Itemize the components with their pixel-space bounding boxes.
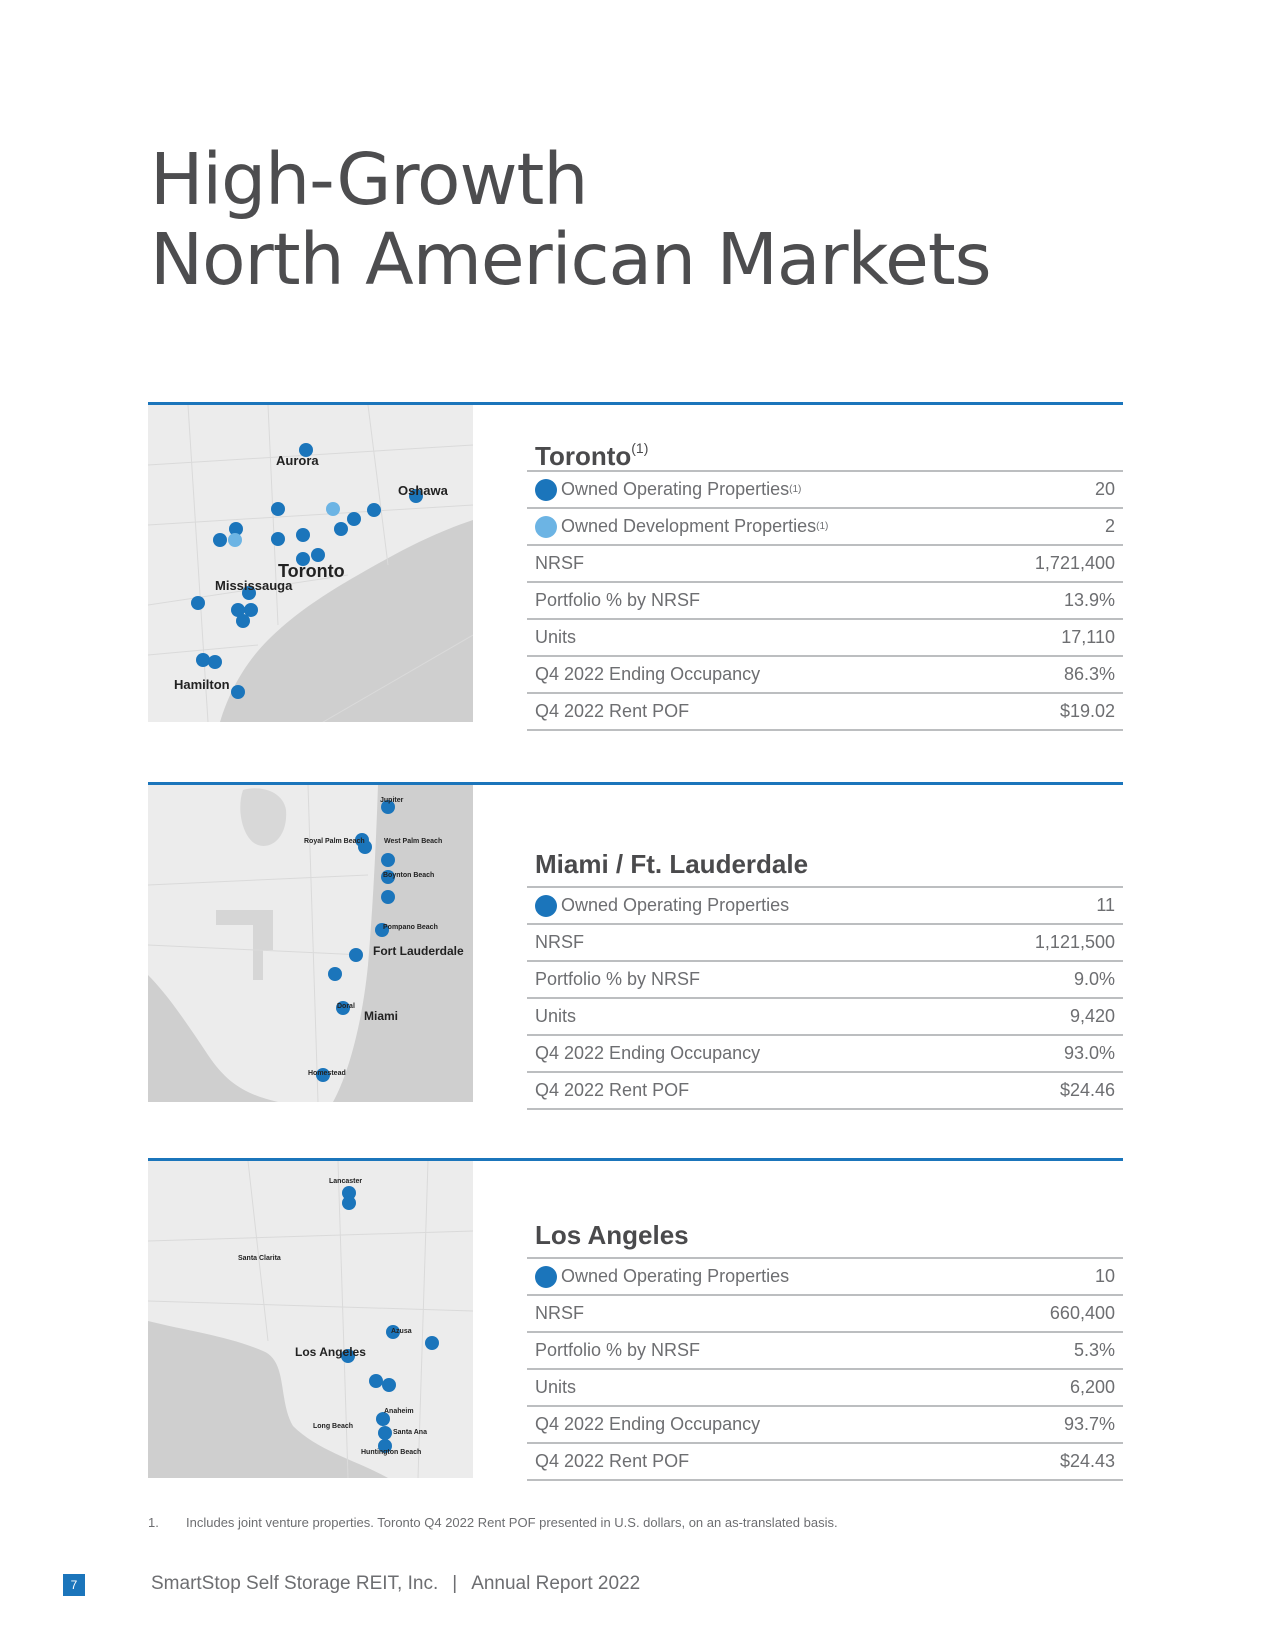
stat-value: 93.0% xyxy=(1063,1043,1115,1063)
property-marker xyxy=(191,596,205,610)
footnote-ref: (1) xyxy=(816,521,829,532)
page-title-line-1: High-Growth xyxy=(150,138,588,221)
development-dot-icon xyxy=(535,516,557,538)
property-marker xyxy=(349,948,363,962)
stat-label: Units xyxy=(535,627,577,647)
property-marker xyxy=(328,967,342,981)
map-label: Miami xyxy=(364,1009,399,1023)
page-title xyxy=(150,140,991,300)
market-name-text: Toronto xyxy=(535,441,632,471)
map-label: Boynton Beach xyxy=(383,872,435,879)
map-label: Los Angeles xyxy=(295,1345,366,1359)
stat-value: 11 xyxy=(1096,895,1115,915)
map-label: Hamilton xyxy=(174,677,230,692)
company-name: SmartStop Self Storage REIT, Inc. xyxy=(151,1573,439,1594)
property-marker xyxy=(347,512,361,526)
market-name xyxy=(527,426,1123,472)
stat-label: Q4 2022 Ending Occupancy xyxy=(535,664,761,684)
stat-value: 93.7% xyxy=(1063,1414,1115,1434)
stat-value: 9,420 xyxy=(1069,1006,1115,1026)
map-label: Santa Ana xyxy=(393,1429,427,1436)
property-marker xyxy=(208,655,222,669)
stat-value: 5.3% xyxy=(1073,1340,1115,1360)
map-label: Santa Clarita xyxy=(238,1255,281,1262)
map-label: Fort Lauderdale xyxy=(373,944,464,958)
map-label: Royal Palm Beach xyxy=(304,838,365,845)
footer-separator: | xyxy=(452,1573,458,1594)
stat-label: Q4 2022 Rent POF xyxy=(535,1080,690,1100)
stat-row xyxy=(527,620,1123,657)
stat-value: $19.02 xyxy=(1059,701,1115,721)
development-marker xyxy=(326,502,340,516)
stat-row-operating xyxy=(527,888,1123,925)
property-marker xyxy=(342,1196,356,1210)
stat-row xyxy=(527,1296,1123,1333)
map-label: Jupiter xyxy=(380,797,404,804)
stat-row xyxy=(527,999,1123,1036)
map-label: West Palm Beach xyxy=(384,838,443,845)
property-marker xyxy=(231,685,245,699)
market-name: Miami / Ft. Lauderdale xyxy=(527,842,1123,888)
stat-label: NRSF xyxy=(535,932,584,952)
stat-label: NRSF xyxy=(535,553,584,573)
page-footer xyxy=(0,1565,1275,1605)
map-label: Anaheim xyxy=(384,1408,414,1415)
property-marker xyxy=(381,890,395,904)
stat-label: Q4 2022 Rent POF xyxy=(535,1451,690,1471)
footnote-ref: (1) xyxy=(789,484,802,495)
stat-value: 10 xyxy=(1094,1266,1115,1286)
map-label: Toronto xyxy=(278,561,345,581)
stat-row xyxy=(527,1333,1123,1370)
footnote xyxy=(148,1515,838,1530)
stat-label: Portfolio % by NRSF xyxy=(535,1340,701,1360)
property-marker xyxy=(196,653,210,667)
stat-label: NRSF xyxy=(535,1303,584,1323)
map-label: Aurora xyxy=(276,453,319,468)
stat-label: Units xyxy=(535,1377,577,1397)
stat-value: 6,200 xyxy=(1069,1377,1115,1397)
stat-row xyxy=(527,1444,1123,1481)
property-marker xyxy=(236,614,250,628)
development-marker xyxy=(228,533,242,547)
stat-value: 86.3% xyxy=(1063,664,1115,684)
map-label: Homestead xyxy=(308,1070,346,1077)
stat-row xyxy=(527,1073,1123,1110)
stat-row xyxy=(527,1370,1123,1407)
report-name: Annual Report 2022 xyxy=(471,1573,641,1594)
toronto-stats-table xyxy=(527,426,1123,731)
property-marker xyxy=(367,503,381,517)
operating-dot-icon xyxy=(535,1266,557,1288)
stat-row xyxy=(527,925,1123,962)
stat-value: $24.43 xyxy=(1059,1451,1115,1471)
property-marker xyxy=(369,1374,383,1388)
operating-dot-icon xyxy=(535,895,557,917)
property-marker xyxy=(271,502,285,516)
stat-label: Portfolio % by NRSF xyxy=(535,969,701,989)
stat-value: 1,121,500 xyxy=(1034,932,1115,952)
property-marker xyxy=(381,853,395,867)
stat-label: Owned Development Properties xyxy=(561,516,817,536)
stat-row xyxy=(527,583,1123,620)
property-marker xyxy=(334,522,348,536)
map-label: Oshawa xyxy=(398,483,448,498)
property-marker xyxy=(382,1378,396,1392)
map-label: Doral xyxy=(337,1003,355,1010)
stat-label: Q4 2022 Ending Occupancy xyxy=(535,1043,761,1063)
stat-row-operating xyxy=(527,1259,1123,1296)
map-label: Pompano Beach xyxy=(383,924,438,931)
stat-value: 660,400 xyxy=(1049,1303,1115,1323)
los-angeles-stats-table xyxy=(527,1213,1123,1481)
stat-value: 9.0% xyxy=(1073,969,1115,989)
footer-text xyxy=(151,1573,640,1595)
stat-row xyxy=(527,962,1123,999)
map-label: Azusa xyxy=(391,1328,412,1335)
property-marker xyxy=(296,528,310,542)
stat-label: Q4 2022 Rent POF xyxy=(535,701,690,721)
miami-map xyxy=(148,785,473,1102)
stat-label: Owned Operating Properties xyxy=(561,479,790,499)
footnote-number: 1. xyxy=(148,1515,159,1530)
property-marker xyxy=(271,532,285,546)
operating-dot-icon xyxy=(535,479,557,501)
stat-row xyxy=(527,546,1123,583)
stat-row xyxy=(527,694,1123,731)
property-marker xyxy=(378,1426,392,1440)
stat-row-development xyxy=(527,509,1123,546)
los-angeles-map xyxy=(148,1161,473,1478)
property-marker xyxy=(311,548,325,562)
stat-label: Owned Operating Properties xyxy=(561,895,790,915)
stat-row-operating xyxy=(527,472,1123,509)
stat-value: 1,721,400 xyxy=(1034,553,1115,573)
stat-row xyxy=(527,1407,1123,1444)
stat-value: 2 xyxy=(1104,516,1115,536)
stat-label: Owned Operating Properties xyxy=(561,1266,790,1286)
toronto-map xyxy=(148,405,473,722)
page-number: 7 xyxy=(63,1574,85,1596)
page-title-line-2: North American Markets xyxy=(150,218,991,301)
map-label: Lancaster xyxy=(329,1178,363,1185)
stat-row xyxy=(527,657,1123,694)
market-name: Los Angeles xyxy=(527,1213,1123,1259)
footnote-ref: (1) xyxy=(631,440,649,456)
stat-value: 13.9% xyxy=(1063,590,1115,610)
property-marker xyxy=(425,1336,439,1350)
map-label: Long Beach xyxy=(313,1423,354,1430)
stat-row xyxy=(527,1036,1123,1073)
map-label: Huntington Beach xyxy=(361,1449,422,1456)
map-label: Mississauga xyxy=(215,578,293,593)
stat-label: Units xyxy=(535,1006,577,1026)
stat-label: Q4 2022 Ending Occupancy xyxy=(535,1414,761,1434)
stat-value: 17,110 xyxy=(1061,627,1115,647)
miami-stats-table xyxy=(527,842,1123,1110)
property-marker xyxy=(213,533,227,547)
footnote-text: Includes joint venture properties. Toronto Q4 2022 Rent POF presented in U.S. dollars, on an as-translated basis. xyxy=(186,1515,838,1530)
stat-value: 20 xyxy=(1094,479,1115,499)
stat-value: $24.46 xyxy=(1059,1080,1115,1100)
stat-label: Portfolio % by NRSF xyxy=(535,590,701,610)
